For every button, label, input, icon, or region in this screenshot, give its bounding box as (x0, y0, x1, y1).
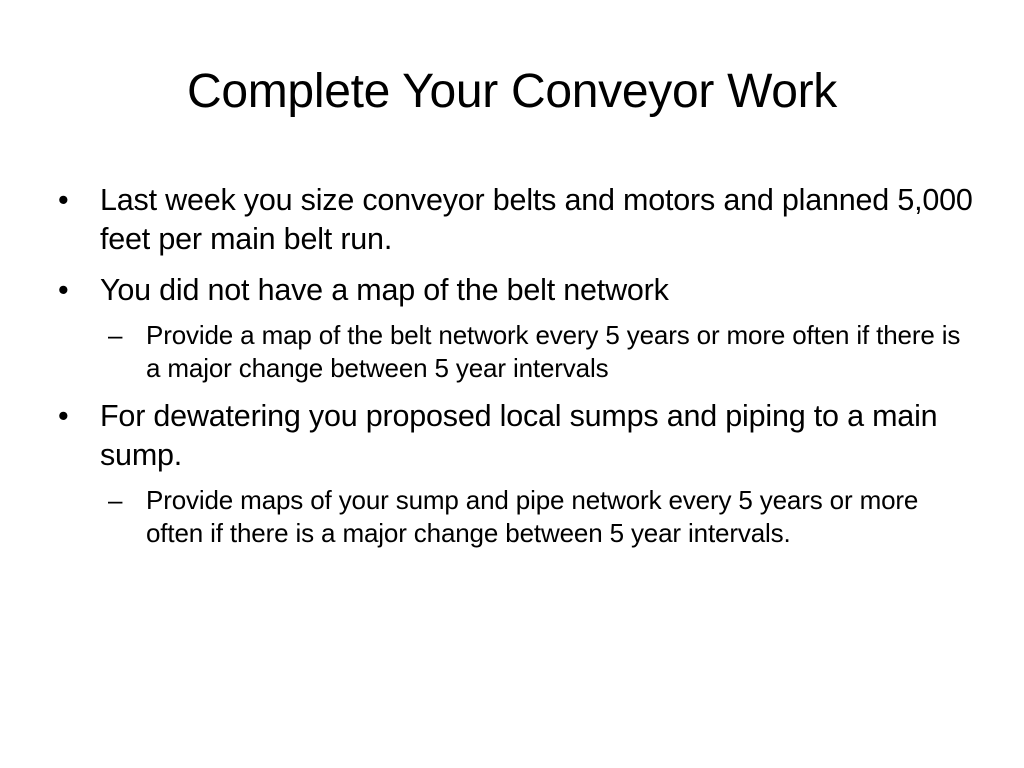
slide-body (58, 181, 978, 562)
sub-bullet-text: Provide a map of the belt network every 5 years or more often if there is a major change between 5 year intervals (146, 320, 961, 383)
bullet-text: You did not have a map of the belt network (100, 273, 669, 307)
bullet-marker: • (58, 273, 69, 307)
bullet-item (58, 271, 978, 310)
bullet-text: For dewatering you proposed local sumps and piping to a main sump. (100, 399, 938, 472)
bullet-item (58, 397, 978, 475)
bullet-item (58, 181, 978, 259)
bullet-text: Last week you size conveyor belts and motors and planned 5,000 feet per main belt run. (100, 183, 973, 256)
sub-bullet-marker: – (108, 485, 123, 515)
bullet-marker: • (58, 183, 69, 217)
sub-bullet-item (100, 319, 978, 385)
sub-bullet-text: Provide maps of your sump and pipe network every 5 years or more often if there is a major change between 5 year intervals. (146, 485, 919, 548)
sub-bullet-marker: – (108, 320, 123, 350)
slide-title: Complete Your Conveyor Work (186, 65, 837, 118)
sub-bullet-item (100, 484, 978, 550)
bullet-marker: • (58, 399, 69, 433)
